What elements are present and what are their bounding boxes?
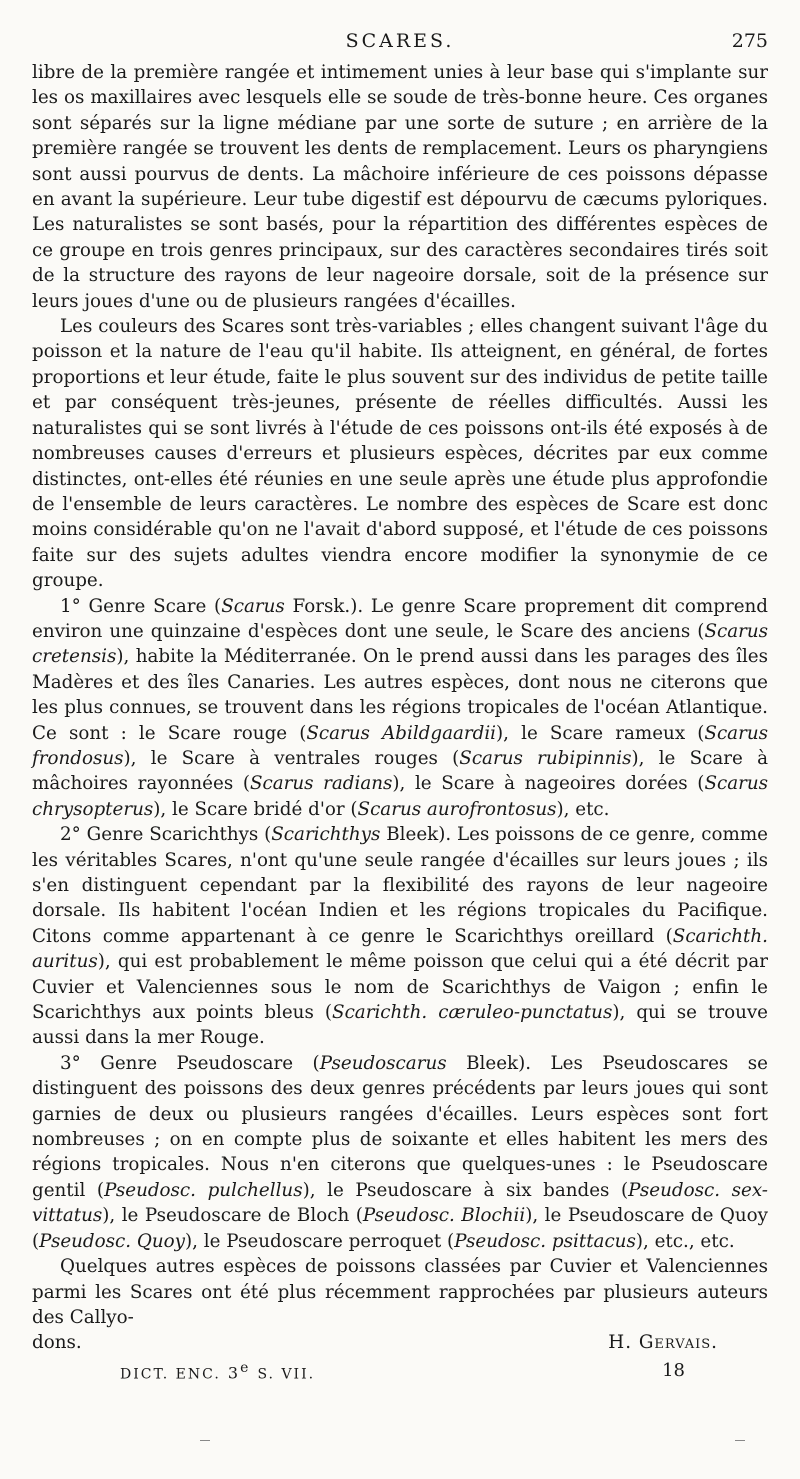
text-run: Forsk.). Le genre Scare proprement dit comprend environ une quinzaine d'espèces dont une seule, le Scare des anciens ( — [32, 595, 769, 642]
signature-mark-part: DICT. ENC. — [120, 1366, 221, 1383]
signature-line — [32, 1330, 768, 1355]
text-run: ), le Pseudoscare de Bloch ( — [102, 1205, 363, 1227]
text-run: ), le Scare à mâchoires rayonnées ( — [32, 747, 768, 795]
taxon-name: Pseudosc. pulchellus — [104, 1179, 303, 1201]
paragraph-genus-pseudoscarus — [32, 1051, 768, 1254]
text-run: ), etc. — [556, 798, 610, 820]
taxon-name: Scarus — [221, 595, 285, 617]
taxon-name: Pseudosc. psittacus — [454, 1230, 636, 1252]
text-run: Bleek). Les poissons de ce genre, comme les véritables Scares, n'ont qu'une seule rangée d'écailles sur leurs joues ; ils s'en distinguent cependant par la flexibilité des rayons de leur nageoire dorsale. Ils habitent l'océan Indien et les régions tropicales du Pacifique. Citons comme appartenant à ce genre le Scarichthys oreillard ( — [32, 824, 768, 947]
taxon-name: Scarus Abildgaardii — [306, 722, 497, 744]
text-run: ), habite la Méditerranée. On le prend aussi dans les parages des îles Madères et des îles Canaries. Les autres espèces, dont nous ne citerons que les plus connues, se trouvent dans les régions tropicales de l'océan Atlantique. Ce sont : le Scare rouge ( — [32, 646, 768, 744]
margin-dash — [735, 1440, 745, 1441]
text-run: ), le Scare à ventrales rouges ( — [123, 747, 460, 769]
article-body — [32, 60, 768, 1356]
signature-mark-part: 3 — [227, 1363, 241, 1383]
author-signature: H. Gervais. — [608, 1332, 718, 1354]
taxon-name: Scarus chrysopterus — [32, 773, 768, 820]
sheet-number: 18 — [662, 1360, 685, 1381]
taxon-name: Pseudosc. sex-vittatus — [32, 1179, 768, 1227]
signature-mark-part: e — [240, 1360, 251, 1376]
taxon-name: Pseudosc. Quoy — [39, 1230, 185, 1252]
taxon-name: Scarus rubipinnis — [459, 747, 632, 769]
taxon-name: Pseudoscarus — [319, 1052, 447, 1074]
paragraph-dentition: libre de la première rangée et intimement unies à leur base qui s'implante sur les os maxillaires avec lesquels elle se soude de très-bonne heure. Ces organes sont séparés sur la ligne médiane par une sorte de suture ; en arrière de la première rangée se trouvent les dents de remplacement. Leurs os pharyngiens sont aussi pourvus de dents. La mâchoire inférieure de ces poissons dépasse en avant la supérieure. Leur tube digestif est dépourvu de cæcums pyloriques. Les naturalistes se sont basés, pour la répartition des différentes espèces de ce groupe en trois genres principaux, sur des caractères secondaires tirés soit de la structure des rayons de leur nageoire dorsale, soit de la présence sur leurs joues d'une ou de plusieurs rangées d'écailles. — [32, 62, 768, 312]
margin-dash — [200, 1440, 210, 1441]
printer-signature-mark — [120, 1360, 315, 1382]
text-run: 3° Genre Pseudoscare ( — [60, 1052, 320, 1074]
text-run: ), le Pseudoscare de Quoy ( — [32, 1205, 768, 1252]
taxon-name: Pseudosc. Blochii — [362, 1205, 526, 1227]
text-run: ), le Pseudoscare perroquet ( — [184, 1230, 455, 1252]
page-number: 275 — [731, 30, 768, 52]
running-head: SCARES. — [345, 30, 455, 52]
taxon-name: Scarichth. auritus — [32, 925, 768, 973]
taxon-name: Scarus radians — [249, 773, 393, 795]
taxon-name: Scarus aurofrontosus — [357, 798, 557, 820]
page-header — [32, 30, 768, 56]
paragraph-other-species: Quelques autres espèces de poissons classées par Cuvier et Valenciennes parmi les Scares ont été plus récemment rapprochées par plusieurs auteurs des Callyo- — [32, 1256, 768, 1328]
taxon-name: Scarichth. cæruleo-punctatus — [332, 1002, 613, 1024]
taxon-name: Scarus cretensis — [32, 620, 768, 668]
text-run: ), etc., etc. — [635, 1230, 735, 1252]
taxon-name: Scarichthys — [271, 824, 381, 846]
text-run: ), qui est probablement le même poisson que celui qui a été décrit par Cuvier et Valenciennes sous le nom de Scarichthys de Vaigon ; enfin le Scarichthys aux points bleus ( — [32, 951, 768, 1024]
text-run: 2° Genre Scarichthys ( — [60, 824, 272, 846]
taxon-name: Scarus frondosus — [32, 722, 768, 769]
text-run: ), le Scare à nageoires dorées ( — [392, 773, 705, 795]
paragraph-genus-scarichthys — [32, 822, 768, 1051]
text-run: ), le Scare bridé d'or ( — [153, 798, 358, 820]
text-run: Bleek). Les Pseudoscares se distinguent des poissons des deux genres précédents par leurs joues qui sont garnies de deux ou plusieurs rangées d'écailles. Leurs espèces sont fort nombreuses ; on en compte plus de soixante et elles habitent les mers des régions tropicales. Nous n'en citerons que quelques-unes : le Pseudoscare gentil ( — [32, 1052, 768, 1201]
paragraph-genus-scarus — [32, 594, 768, 823]
paragraph-colors: Les couleurs des Scares sont très-variables ; elles changent suivant l'âge du poisson et la nature de l'eau qu'il habite. Ils atteignent, en général, de fortes proportions et leur étude, faite le plus souvent sur des individus de petite taille et par conséquent très-jeunes, présente de réelles difficultés. Aussi les naturalistes qui se sont livrés à l'étude de ces poissons ont-ils été exposés à de nombreuses causes d'erreurs et plusieurs espèces, décrites par eux comme distinctes, ont-elles été réunies en une seule après une étude plus approfondie de l'ensemble de leurs caractères. Le nombre des espèces de Scare est donc moins considérable qu'on ne l'avait d'abord supposé, et l'étude de ces poissons faite sur des sujets adultes viendra encore modifier la synonymie de ce groupe. — [32, 316, 768, 592]
text-run: ), le Scare rameux ( — [496, 722, 705, 744]
text-run: ), qui se trouve aussi dans la mer Rouge. — [32, 1002, 768, 1049]
text-run: ), le Pseudoscare à six bandes ( — [302, 1179, 629, 1201]
signature-mark-part: S. VII. — [257, 1366, 316, 1383]
closing-word: dons. — [32, 1332, 82, 1354]
text-run: 1° Genre Scare ( — [60, 595, 222, 617]
